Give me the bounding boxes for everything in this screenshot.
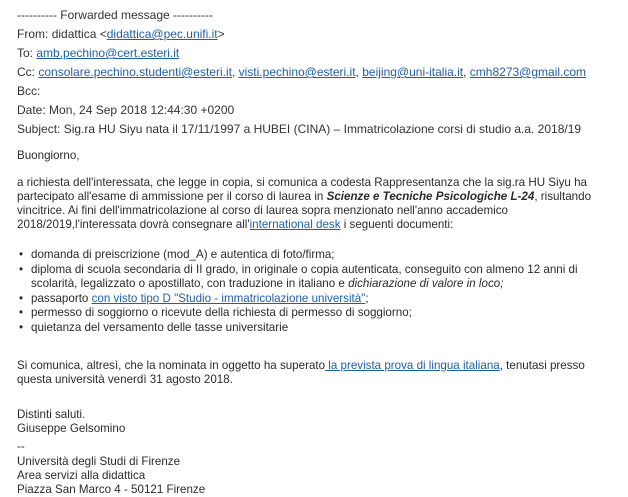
list-item: [17, 248, 617, 263]
list-item-text: ;: [365, 291, 369, 305]
list-item: [17, 321, 617, 336]
list-item-text: quietanza del versamento delle tasse universitarie: [31, 320, 289, 334]
documents-list: [17, 248, 617, 335]
bullet-icon: •: [19, 291, 24, 305]
signature-line: Area servizi alla didattica: [17, 469, 146, 482]
cc-email-link[interactable]: beijing@uni-italia.it: [362, 65, 464, 79]
list-item-text: domanda di preiscrizione (mod_A) e autentica di foto/firma;: [31, 248, 335, 261]
from-name: didattica: [51, 27, 97, 41]
date-label: Date:: [17, 103, 46, 117]
list-item: [17, 263, 617, 292]
to-email-link[interactable]: amb.pechino@cert.esteri.it: [36, 46, 180, 60]
signature-line: Piazza San Marco 4 - 50121 Firenze: [17, 483, 206, 496]
bullet-icon: •: [19, 306, 24, 319]
signer-name: Giuseppe Gelsomino: [17, 422, 126, 435]
greeting: Buongiorno,: [17, 149, 80, 162]
list-item-text: permesso di soggiorno o ricevute della richiesta di permesso di soggiorno;: [31, 306, 412, 319]
to-row: [17, 46, 179, 60]
subject-label: Subject:: [17, 122, 61, 136]
date-row: [17, 103, 234, 117]
language-test-link[interactable]: la prevista prova di lingua italiana: [325, 359, 500, 372]
forwarded-separator: ---------- Forwarded message ----------: [17, 8, 213, 22]
cc-label: Cc:: [17, 65, 35, 79]
list-item: [17, 306, 617, 321]
subject-value: Sig.ra HU Siyu nata il 17/11/1997 a HUBEI (CINA) – Immatricolazione corsi di studio a.a. 2018/19: [63, 122, 582, 136]
from-row: From: didattica <didattica@pec.unifi.it>: [17, 27, 225, 41]
paragraph-language-test: [17, 359, 617, 387]
bullet-icon: •: [19, 262, 24, 276]
bullet-icon: •: [19, 320, 24, 334]
cc-row: Cc: consolare.pechino.studenti@esteri.it, visti.pechino@esteri.it, beijing@uni-italia.it, cmh8273@gmail.com: [17, 65, 587, 79]
signature-line: Università degli Studi di Firenze: [17, 455, 181, 468]
bcc-label: Bcc:: [17, 84, 41, 98]
list-item-text: diploma di scuola secondaria di II grado, in originale o copia autenticata, conseguito con almeno 12 anni di scolarità, legalizzato o apostillato, con traduzione in italiano e: [31, 262, 578, 290]
closing: Distinti saluti.: [17, 408, 86, 421]
list-item-italic-text: dichiarazione di valore in loco;: [348, 277, 504, 290]
paragraph-text: i seguenti documenti:: [340, 218, 454, 231]
paragraph-text: Si comunica, altresì, che la nominata in oggetto ha superato: [17, 359, 326, 372]
cc-email-link[interactable]: visti.pechino@esteri.it: [238, 65, 356, 79]
from-email-link[interactable]: didattica@pec.unifi.it: [106, 27, 218, 41]
paragraph-request: [17, 176, 617, 232]
international-desk-link[interactable]: international desk: [249, 218, 341, 231]
list-item-text: passaporto: [31, 291, 92, 305]
signature-separator: --: [17, 440, 25, 453]
bcc-row: [17, 84, 40, 98]
visa-link[interactable]: con visto tipo D "Studio - immatricolazione università": [91, 291, 366, 305]
course-name: Scienze e Tecniche Psicologiche L-24: [326, 190, 535, 203]
cc-email-link[interactable]: cmh8273@gmail.com: [469, 65, 587, 79]
list-item: [17, 292, 617, 307]
paragraph-text: a richiesta dell'interessata, che legge in copia, si comunica a codesta Rappresentanza che la sig.ra HU Siyu ha partecipato all'esame di ammissione per il corso di laurea in: [17, 176, 587, 203]
paragraph-text: , risultando vincitrice. Ai fini dell'immatricolazione al corso di laurea sopra menzionato nell'anno accademico 2018/2019,l'interessata dovrà consegnare all': [17, 190, 592, 231]
paragraph-text: , tenutasi presso questa università venerdì 31 agosto 2018.: [17, 359, 585, 386]
from-label: From:: [17, 27, 49, 41]
subject-row: [17, 122, 581, 136]
date-value: Mon, 24 Sep 2018 12:44:30 +0200: [49, 103, 235, 117]
cc-email-link[interactable]: consolare.pechino.studenti@esteri.it: [38, 65, 232, 79]
to-label: To:: [17, 46, 34, 60]
bullet-icon: •: [19, 248, 24, 261]
